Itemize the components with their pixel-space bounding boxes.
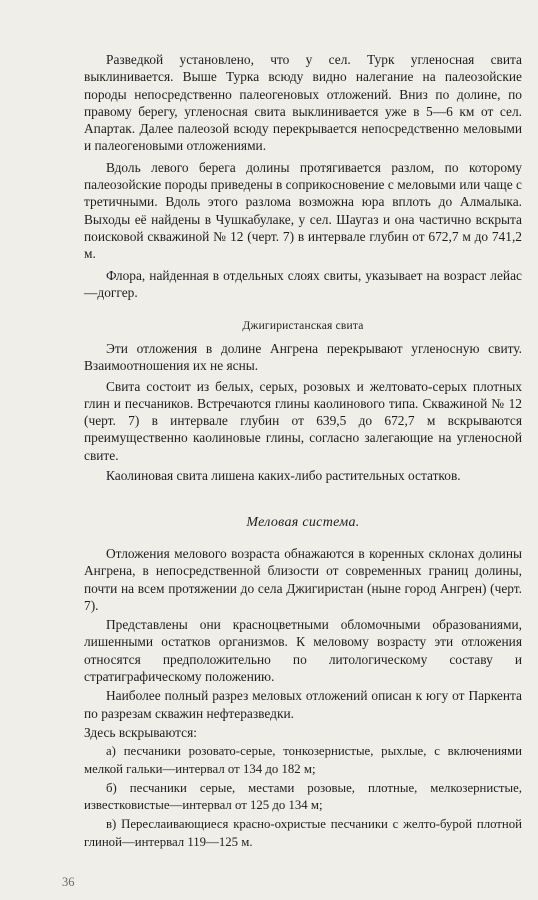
paragraph: Свита состоит из белых, серых, розовых и желтовато-серых плотных глин и песчаников. Встречаются глины каолинового типа. Скважиной № 12 (черт. 7) в интервале глубин от 639,5 до 672,7 м вскрываются преимущественно каолиновые глины, согласно залегающие на угленосной свите. — [84, 378, 522, 463]
page-number: 36 — [62, 875, 75, 889]
list-item: б) песчаники серые, местами розовые, плотные, мелкозернистые, известковистые—интервал от 125 до 134 м; — [84, 780, 522, 813]
list-item: а) песчаники розовато-серые, тонкозернистые, рыхлые, с включениями мелкой гальки—интервал от 134 до 182 м; — [84, 744, 522, 776]
paragraph: Наиболее полный разрез меловых отложений описан к югу от Паркента по разрезам скважин нефтеразведки. — [84, 688, 522, 721]
section-coal-suite — [84, 51, 522, 301]
paragraph: Вдоль левого берега долины протягивается разлом, по которому палеозойские породы приведены в соприкосновение с меловыми или чаще с третичными. Вдоль этого разлома возможна юра вплоть до Алмалыка. Выходы её найдены в Чушкабулаке, у сел. Шаугаз и она частично вскрыта поисковой скважиной № 12 (черт. 7) в интервале глубин от 672,7 м до 741,2 м. — [84, 159, 522, 262]
list-item: в) Переслаивающиеся красно-охристые песчаники с желто-бурой плотной глиной—интервал 119—125 м. — [84, 817, 522, 849]
heading-cretaceous-system: Меловая система. — [246, 515, 360, 530]
paragraph: Эти отложения в долине Ангрена перекрывают угленосную свиту. Взаимоотношения их не ясны. — [84, 341, 522, 374]
list-lead: Здесь вскрываются: — [84, 724, 198, 740]
paragraph: Флора, найденная в отдельных слоях свиты, указывает на возраст лейас—доггер. — [84, 267, 522, 300]
subheading-dzhigiristan-suite: Джигиристанская свита — [242, 320, 364, 332]
paragraph: Разведкой установлено, что у сел. Турк угленосная свита выклинивается. Выше Турка всюду видно налегание на палеозойские породы непосредственно палеогеновых отложений. Вниз по долине, по правому берегу, угленосная свита выклинивается уже в 5—6 км от сел. Апартак. Далее палеозой всюду перекрывается непосредственно меловыми и палеогеновыми отложениями. — [84, 52, 522, 154]
paragraph: Отложения мелового возраста обнажаются в коренных склонах долины Ангрена, в непосредственной близости от современных границ долины, почти на всем протяжении до села Джигиристан (ныне город Ангрен) (черт. 7). — [84, 546, 522, 613]
paragraph: Представлены они красноцветными обломочными образованиями, лишенными остатков организмов. К меловому возрасту эти отложения относятся предположительно по литологическому составу и стратиграфическому положению. — [84, 617, 522, 685]
section-cretaceous — [84, 545, 522, 851]
paragraph: Каолиновая свита лишена каких-либо растительных остатков. — [106, 468, 461, 484]
section-dzhigiristan-suite — [84, 340, 522, 484]
